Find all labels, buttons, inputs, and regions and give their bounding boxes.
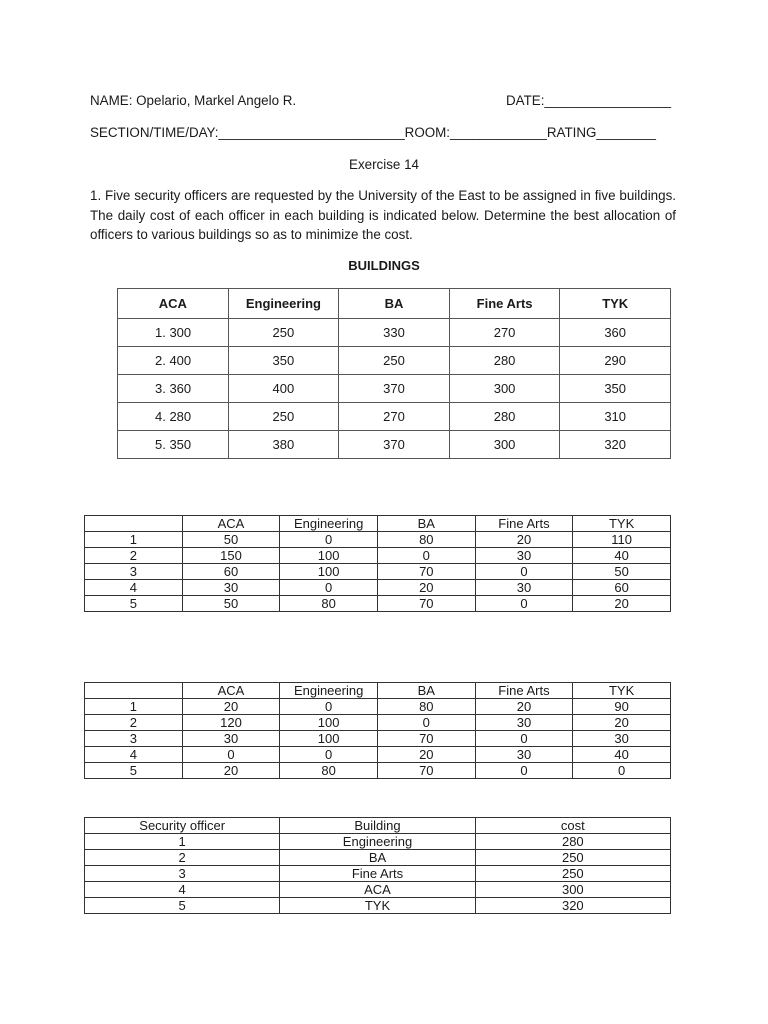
table-cell: 330 bbox=[339, 319, 450, 347]
table-row bbox=[85, 699, 671, 715]
table-cell: 0 bbox=[475, 564, 573, 580]
header-cell: cost bbox=[475, 818, 670, 834]
table-cell: 20 bbox=[573, 715, 671, 731]
header-cell: Fine Arts bbox=[449, 289, 560, 319]
table-cell: 2 bbox=[85, 548, 183, 564]
table-cell: 0 bbox=[573, 763, 671, 779]
table-cell: 70 bbox=[377, 564, 475, 580]
table-cell: 5 bbox=[85, 763, 183, 779]
table-cell: 20 bbox=[182, 699, 280, 715]
table-cell: 0 bbox=[280, 747, 378, 763]
table-cell: 20 bbox=[182, 763, 280, 779]
header-cell: TYK bbox=[573, 516, 671, 532]
table-cell: 80 bbox=[377, 699, 475, 715]
table-cell: 0 bbox=[280, 532, 378, 548]
cost-table-header-row bbox=[118, 289, 671, 319]
assignment-table bbox=[84, 817, 671, 914]
table-cell: 60 bbox=[182, 564, 280, 580]
table-cell: 360 bbox=[560, 319, 671, 347]
table-cell: 120 bbox=[182, 715, 280, 731]
table-row bbox=[85, 866, 671, 882]
table-cell: 300 bbox=[449, 431, 560, 459]
table-cell: 30 bbox=[573, 731, 671, 747]
reduced-table-1-header-row bbox=[85, 516, 671, 532]
table-row bbox=[85, 731, 671, 747]
table-cell: 0 bbox=[280, 580, 378, 596]
table-row bbox=[85, 715, 671, 731]
table-cell: 40 bbox=[573, 548, 671, 564]
table-row bbox=[118, 431, 671, 459]
table-cell: 250 bbox=[475, 850, 670, 866]
table-cell: 300 bbox=[475, 882, 670, 898]
table-cell: 5 bbox=[85, 596, 183, 612]
table-cell: 3 bbox=[85, 564, 183, 580]
header-cell: Engineering bbox=[228, 289, 339, 319]
problem-statement: 1. Five security officers are requested by the University of the East to be assigned in five buildings. The daily cost of each officer in each building is indicated below. Determine the best allocation of officers to various buildings so as to minimize the cost. bbox=[90, 188, 676, 242]
header-cell: Fine Arts bbox=[475, 683, 573, 699]
table-row bbox=[85, 532, 671, 548]
table-cell: 30 bbox=[475, 715, 573, 731]
table-cell: 5 bbox=[85, 898, 280, 914]
header-cell: BA bbox=[339, 289, 450, 319]
table-cell: 80 bbox=[280, 763, 378, 779]
header-cell: Engineering bbox=[280, 516, 378, 532]
table-cell: 70 bbox=[377, 763, 475, 779]
table-cell: Fine Arts bbox=[280, 866, 475, 882]
table-cell: 30 bbox=[475, 580, 573, 596]
table-row bbox=[118, 319, 671, 347]
table-cell: 80 bbox=[280, 596, 378, 612]
table-cell: 280 bbox=[449, 403, 560, 431]
date-line: DATE:_________________ bbox=[506, 93, 672, 108]
table-cell: 250 bbox=[228, 403, 339, 431]
table-cell: 0 bbox=[475, 596, 573, 612]
table-cell: 4. 280 bbox=[118, 403, 229, 431]
table-cell: 370 bbox=[339, 375, 450, 403]
table-cell: 50 bbox=[573, 564, 671, 580]
table-cell: 5. 350 bbox=[118, 431, 229, 459]
table-row bbox=[85, 850, 671, 866]
table-cell: 90 bbox=[573, 699, 671, 715]
table-cell: 370 bbox=[339, 431, 450, 459]
table-cell: 0 bbox=[475, 731, 573, 747]
table-cell: 380 bbox=[228, 431, 339, 459]
table-cell: 30 bbox=[475, 747, 573, 763]
header-cell: Building bbox=[280, 818, 475, 834]
table-cell: 300 bbox=[449, 375, 560, 403]
reduced-table-2 bbox=[84, 682, 671, 779]
table-cell: TYK bbox=[280, 898, 475, 914]
header-cell: TYK bbox=[573, 683, 671, 699]
table-cell: 4 bbox=[85, 580, 183, 596]
reduced-table-1 bbox=[84, 515, 671, 612]
header-cell bbox=[85, 683, 183, 699]
table-cell: 30 bbox=[475, 548, 573, 564]
header-cell: BA bbox=[377, 683, 475, 699]
table-cell: 3 bbox=[85, 731, 183, 747]
table-cell: 350 bbox=[228, 347, 339, 375]
name-line: NAME: Opelario, Markel Angelo R. bbox=[90, 93, 297, 108]
table-row bbox=[85, 564, 671, 580]
header-cell: ACA bbox=[182, 516, 280, 532]
header-cell: BA bbox=[377, 516, 475, 532]
table-cell: 3. 360 bbox=[118, 375, 229, 403]
table-row bbox=[118, 403, 671, 431]
table-cell: 100 bbox=[280, 715, 378, 731]
header-cell: ACA bbox=[118, 289, 229, 319]
table-cell: Engineering bbox=[280, 834, 475, 850]
table-cell: 4 bbox=[85, 882, 280, 898]
table-cell: 100 bbox=[280, 564, 378, 580]
table-cell: 280 bbox=[449, 347, 560, 375]
table-cell: 20 bbox=[475, 532, 573, 548]
table-cell: 2 bbox=[85, 715, 183, 731]
table-cell: 30 bbox=[182, 731, 280, 747]
table-cell: 20 bbox=[377, 580, 475, 596]
table-cell: 1 bbox=[85, 834, 280, 850]
table-cell: 1 bbox=[85, 699, 183, 715]
table-cell: 280 bbox=[475, 834, 670, 850]
table-cell: 4 bbox=[85, 747, 183, 763]
table-cell: 250 bbox=[475, 866, 670, 882]
section-line: SECTION/TIME/DAY:_________________________ROOM:_____________RATING________ bbox=[90, 125, 657, 140]
table-cell: 70 bbox=[377, 731, 475, 747]
table-cell: 1. 300 bbox=[118, 319, 229, 347]
table-cell: 290 bbox=[560, 347, 671, 375]
table-row bbox=[118, 375, 671, 403]
table-row bbox=[85, 580, 671, 596]
table-cell: 150 bbox=[182, 548, 280, 564]
header-cell: Security officer bbox=[85, 818, 280, 834]
table-cell: 100 bbox=[280, 731, 378, 747]
table-cell: 0 bbox=[377, 715, 475, 731]
table-cell: 2 bbox=[85, 850, 280, 866]
table-cell: 1 bbox=[85, 532, 183, 548]
table-cell: 320 bbox=[475, 898, 670, 914]
table-cell: ACA bbox=[280, 882, 475, 898]
table-cell: 100 bbox=[280, 548, 378, 564]
table-cell: 250 bbox=[339, 347, 450, 375]
table-cell: 310 bbox=[560, 403, 671, 431]
table-cell: 0 bbox=[475, 763, 573, 779]
table-cell: 400 bbox=[228, 375, 339, 403]
table-row bbox=[85, 882, 671, 898]
table-cell: 0 bbox=[377, 548, 475, 564]
table-cell: 80 bbox=[377, 532, 475, 548]
header-cell: ACA bbox=[182, 683, 280, 699]
table-cell: 320 bbox=[560, 431, 671, 459]
table-cell: 2. 400 bbox=[118, 347, 229, 375]
table-cell: 20 bbox=[573, 596, 671, 612]
table-row bbox=[85, 747, 671, 763]
table-row bbox=[85, 834, 671, 850]
table-cell: 50 bbox=[182, 596, 280, 612]
table-cell: 50 bbox=[182, 532, 280, 548]
table-cell: 250 bbox=[228, 319, 339, 347]
table-cell: 350 bbox=[560, 375, 671, 403]
buildings-caption: BUILDINGS bbox=[348, 258, 420, 273]
table-cell: BA bbox=[280, 850, 475, 866]
table-cell: 270 bbox=[339, 403, 450, 431]
table-row bbox=[118, 347, 671, 375]
table-cell: 20 bbox=[475, 699, 573, 715]
header-cell bbox=[85, 516, 183, 532]
table-row bbox=[85, 596, 671, 612]
header-cell: TYK bbox=[560, 289, 671, 319]
table-row bbox=[85, 763, 671, 779]
table-cell: 60 bbox=[573, 580, 671, 596]
header-cell: Fine Arts bbox=[475, 516, 573, 532]
exercise-title: Exercise 14 bbox=[349, 157, 419, 172]
table-cell: 30 bbox=[182, 580, 280, 596]
assignment-table-header-row bbox=[85, 818, 671, 834]
table-row bbox=[85, 548, 671, 564]
table-cell: 40 bbox=[573, 747, 671, 763]
table-cell: 70 bbox=[377, 596, 475, 612]
cost-table bbox=[117, 288, 671, 459]
table-row bbox=[85, 898, 671, 914]
header-cell: Engineering bbox=[280, 683, 378, 699]
reduced-table-2-header-row bbox=[85, 683, 671, 699]
table-cell: 110 bbox=[573, 532, 671, 548]
table-cell: 270 bbox=[449, 319, 560, 347]
table-cell: 0 bbox=[280, 699, 378, 715]
table-cell: 0 bbox=[182, 747, 280, 763]
table-cell: 20 bbox=[377, 747, 475, 763]
table-cell: 3 bbox=[85, 866, 280, 882]
